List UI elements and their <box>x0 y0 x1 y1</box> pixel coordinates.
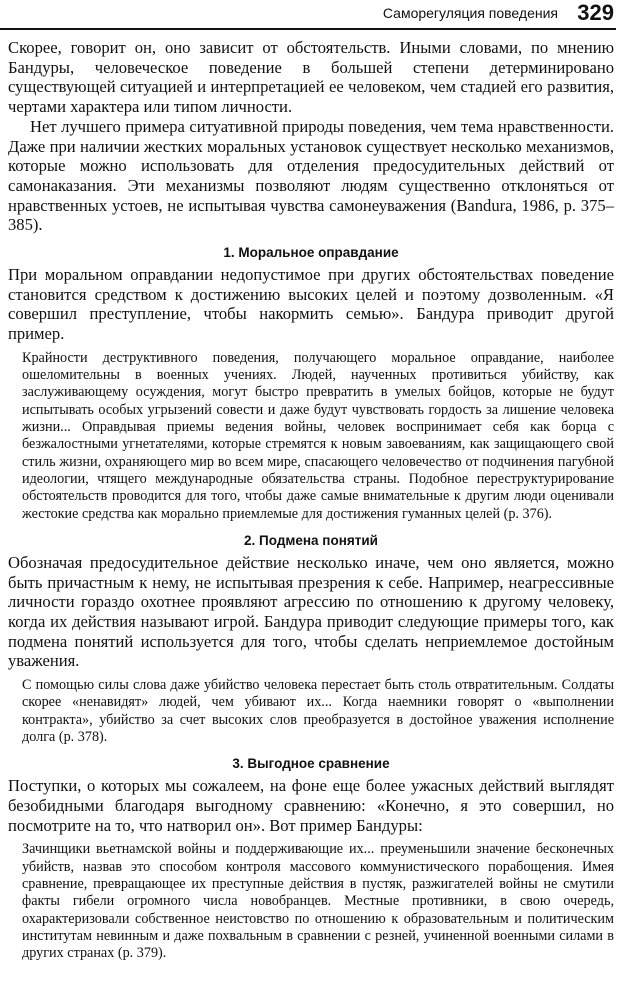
section2-paragraph: Обозначая предосудительное действие несколько иначе, чем оно является, можно быть причастным к нему, не испытывая презрения к себе. Например, неагрессивные личности гораздо охотнее проявляют агрессию по отношению к другому человеку, когда их действия называют игрой. Бандура приводит следующие примеры того, как подмена понятий используется для того, чтобы сделать неприемлемое достойным уважения. <box>8 552 614 671</box>
running-header-title: Саморегуляция поведения <box>382 5 558 21</box>
page-header <box>0 0 620 32</box>
section1-paragraph: При моральном оправдании недопустимое при других обстоятельствах поведение становится средством к достижению высоких целей и поэтому дозволенным. «Я совершил преступление, чтобы накормить семью». Бандура приводит другой пример. <box>8 265 614 344</box>
section3-quote: Зачинщики вьетнамской войны и поддерживающие их... преуменьшили значение бесконечных убийств, назвав это способом контроля массового коммунистического порабощения. Имея сравнение, превращающее их преступные действия в пустяк, разжигателей войны не смутили факты гибели огромного числа новобранцев. Местные противники, в свою очередь, охарактеризовали собственное неистовство по отношению к образовательным и политическим институтам невинным и даже похвальным в сравнении с резней, учиненной военными силами в других странах (р. 379). <box>22 841 614 962</box>
page-body <box>8 38 614 968</box>
intro-paragraph-1: Скорее, говорит он, оно зависит от обстоятельств. Иными словами, по мнению Бандуры, человеческое поведение в большей степени детерминировано существующей ситуацией и интерпретацией ее человеком, чем стадией его развития, чертами характера или типом личности. <box>8 38 614 117</box>
section-heading-euphemistic-labeling: 2. Подмена понятий <box>244 532 378 548</box>
section2-quote: С помощью силы слова даже убийство человека перестает быть столь отвратительным. Солдаты скорее «ненавидят» людей, чем убивают их... Когда наемники говорят о «выполнении контракта», убийство за счет высоких слов преобразуется в достойное уважения исполнение долга (р. 378). <box>22 677 614 745</box>
section3-paragraph: Поступки, о которых мы сожалеем, на фоне еще более ужасных действий выглядят безобидными благодаря выгодному сравнению: «Конечно, я это совершил, но посмотрите на то, что натворил он». Вот пример Бандуры: <box>8 776 614 835</box>
section-heading-moral-justification: 1. Моральное оправдание <box>223 245 399 261</box>
section-heading-advantageous-comparison: 3. Выгодное сравнение <box>232 756 390 772</box>
header-rule <box>0 28 616 30</box>
intro-paragraph-2: Нет лучшего примера ситуативной природы поведения, чем тема нравственности. Даже при наличии жестких моральных установок существует несколько механизмов, которые можно использовать для отделения предосудительных действий от самонаказания. Эти механизмы позволяют людям существенно отклоняться от нравственных устоев, не испытывая чувства самонеуважения (Bandura, 1986, p. 375–385). <box>8 116 614 235</box>
section1-quote: Крайности деструктивного поведения, получающего моральное оправдание, наиболее ошеломительны в военных учениях. Людей, наученных противиться убийству, как заслуживающему осуждения, могут быстро превратить в умелых бойцов, которые не будут испытывать особых угрызений совести и даже будут чувствовать гордость за лишение человека жизни... Оправдывая приемы ведения войны, человек воспринимает себя как борца с безжалостными угнетателями, которые стремятся к новым завоеваниям, как защищающего свой стиль жизни, охраняющего мир во всем мире, спасающего человечество от подчинения пагубной идеологии, чтящего международные обязательства страны. Подобное переструктурирование обстоятельств проводится для того, чтобы даже самые внимательные к другим люди оценивали жестокие средства как морально приемлемые для достижения гуманных целей (р. 376). <box>22 349 614 522</box>
page-number: 329 <box>577 0 614 25</box>
